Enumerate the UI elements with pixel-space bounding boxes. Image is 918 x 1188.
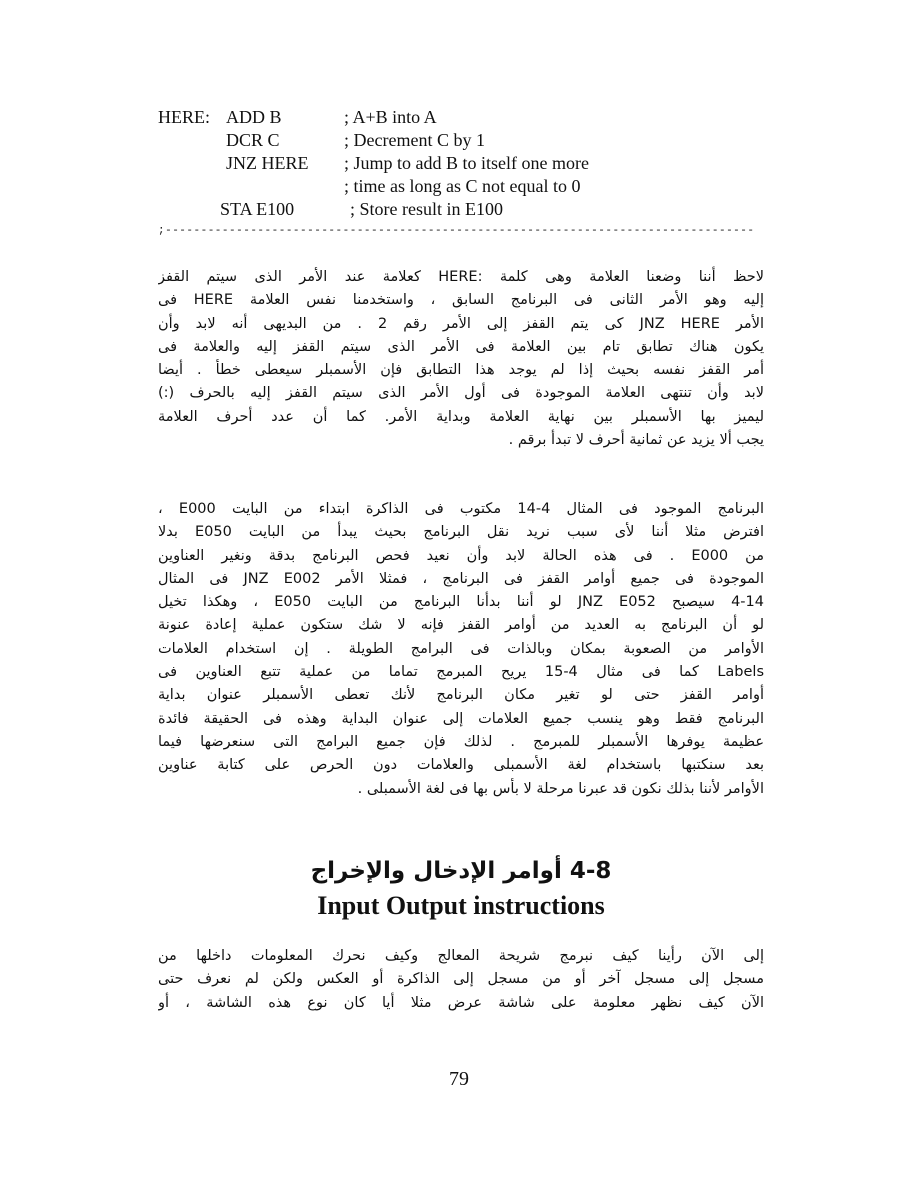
text-line: 4-14 سيصبح JNZ E052 لو أننا بدأنا البرنامج من البايت E050 ، وهكذا تخيل: [158, 594, 764, 611]
code-line: [158, 198, 778, 221]
assembly-code-block: [158, 106, 778, 221]
text-line: البرنامج فقط وهو ينسب جميع العلامات إلى عنوان البداية وهذه فى الحقيقة فائدة: [158, 710, 764, 727]
code-comment: ; Jump to add B to itself one more: [344, 153, 589, 173]
code-instruction: JNZ HERE: [226, 153, 309, 173]
text-line: مسجل إلى مسجل آخر أو من مسجل إلى الذاكرة أو العكس ولكن لم نعرف حتى: [158, 971, 764, 988]
text-line: الأمر JNZ HERE كى يتم القفز إلى الأمر رقم 2 . من البديهى أنه لابد وأن: [158, 315, 764, 332]
code-instruction: STA E100: [220, 199, 295, 219]
code-comment: ; A+B into A: [344, 107, 437, 127]
paragraph-labels-explanation: [158, 266, 764, 452]
text-line: من E000 . فى هذه الحالة لابد وأن نعيد فحص البرنامج بدقة ونغير العناوين: [158, 547, 764, 564]
text-line: الأوامر لأننا بذلك نكون قد عبرنا مرحلة لا بأس بها فى لغة الأسمبلى .: [357, 780, 764, 797]
code-instruction: DCR C: [226, 130, 280, 150]
page-number: 79: [449, 1068, 469, 1090]
code-line: [158, 152, 778, 175]
text-line: الموجودة فى جميع أوامر القفز فى البرنامج ، فمثلا الأمر JNZ E002 فى المثال: [158, 570, 764, 587]
section-heading-english: Input Output instructions: [317, 891, 605, 920]
text-line: Labels كما فى مثال 4-15 يريح المبرمج تماما من عملية تتبع العناوين فى: [158, 664, 764, 681]
code-instruction: ADD B: [226, 107, 282, 127]
text-line: عظيمة يوفرها الأسمبلر للمبرمج . لذلك فإن جميع البرامج التى سنعرضها فيما: [158, 733, 764, 750]
text-line: الأوامر من الصعوبة بمكان وبالذات فى البرامج الطويلة . إن استخدام العلامات: [158, 640, 764, 657]
text-line: يجب ألا يزيد عن ثمانية أحرف لا تبدأ برقم .: [508, 432, 764, 449]
text-line: يكون هناك تطابق تام بين العلامة فى الأمر الذى سيتم القفز إليه والعلامة فى: [158, 338, 764, 355]
text-line: أوامر القفز حتى لو تغير مكان البرنامج لأنك تعطى الأسمبلر عنوان بداية: [158, 687, 764, 704]
text-line: إليه وهو الأمر الثانى فى البرنامج السابق ، واستخدمنا نفس العلامة HERE فى: [158, 292, 764, 309]
text-line: بعد سنكتبها باستخدام لغة الأسمبلى والعلامات دون الحرص على كتابة عناوين: [158, 757, 764, 774]
text-line: ليميز بها الأسمبلر بين نهاية العلامة وبداية الأمر. كما أن عدد أحرف العلامة: [158, 408, 764, 425]
section-heading-arabic: 4-8 أوامر الإدخال والإخراج: [310, 858, 612, 884]
code-comment: ; time as long as C not equal to 0: [344, 176, 581, 196]
text-line: لو أن البرنامج به العديد من أوامر القفز فإنه لا شك ستكون عملية إعادة عنونة: [158, 617, 764, 634]
code-line: [158, 106, 778, 129]
text-line: الآن كيف نظهر معلومة على شاشة عرض مثلا أيا كان نوع هذه الشاشة ، أو: [158, 994, 764, 1011]
text-line: لابد وأن تنتهى العلامة الموجودة فى أول الأمر الذى سيتم القفز إليه بالحرف (:): [158, 385, 764, 402]
code-label: HERE:: [158, 107, 210, 127]
paragraph-relocation: [158, 498, 764, 801]
text-line: افترض مثلا أننا لأى سبب نريد نقل البرنامج بحيث يبدأ من البايت E050 بدلا: [158, 524, 764, 541]
code-comment: ; Store result in E100: [350, 199, 503, 219]
code-comment: ; Decrement C by 1: [344, 130, 485, 150]
text-line: البرنامج الموجود فى المثال 4-14 مكتوب فى الذاكرة ابتداء من البايت E000 ،: [158, 501, 764, 517]
paragraph-io-intro: [158, 945, 764, 1015]
text-line: إلى الآن رأينا كيف نبرمج شريحة المعالج وكيف نحرك المعلومات داخلها من: [158, 948, 764, 964]
text-line: لاحظ أننا وضعنا العلامة وهى كلمة :HERE كعلامة عند الأمر الذى سيتم القفز: [158, 269, 764, 285]
code-line: [158, 175, 778, 198]
code-line: [158, 129, 778, 152]
text-line: أمر القفز نفسه بحيث إذا لم يوجد هذا التطابق فإن الأسمبلر سيعطى خطأ . أيضا: [158, 362, 764, 379]
code-divider: ;-----------------------------------------------------------------------------------: [158, 225, 755, 237]
